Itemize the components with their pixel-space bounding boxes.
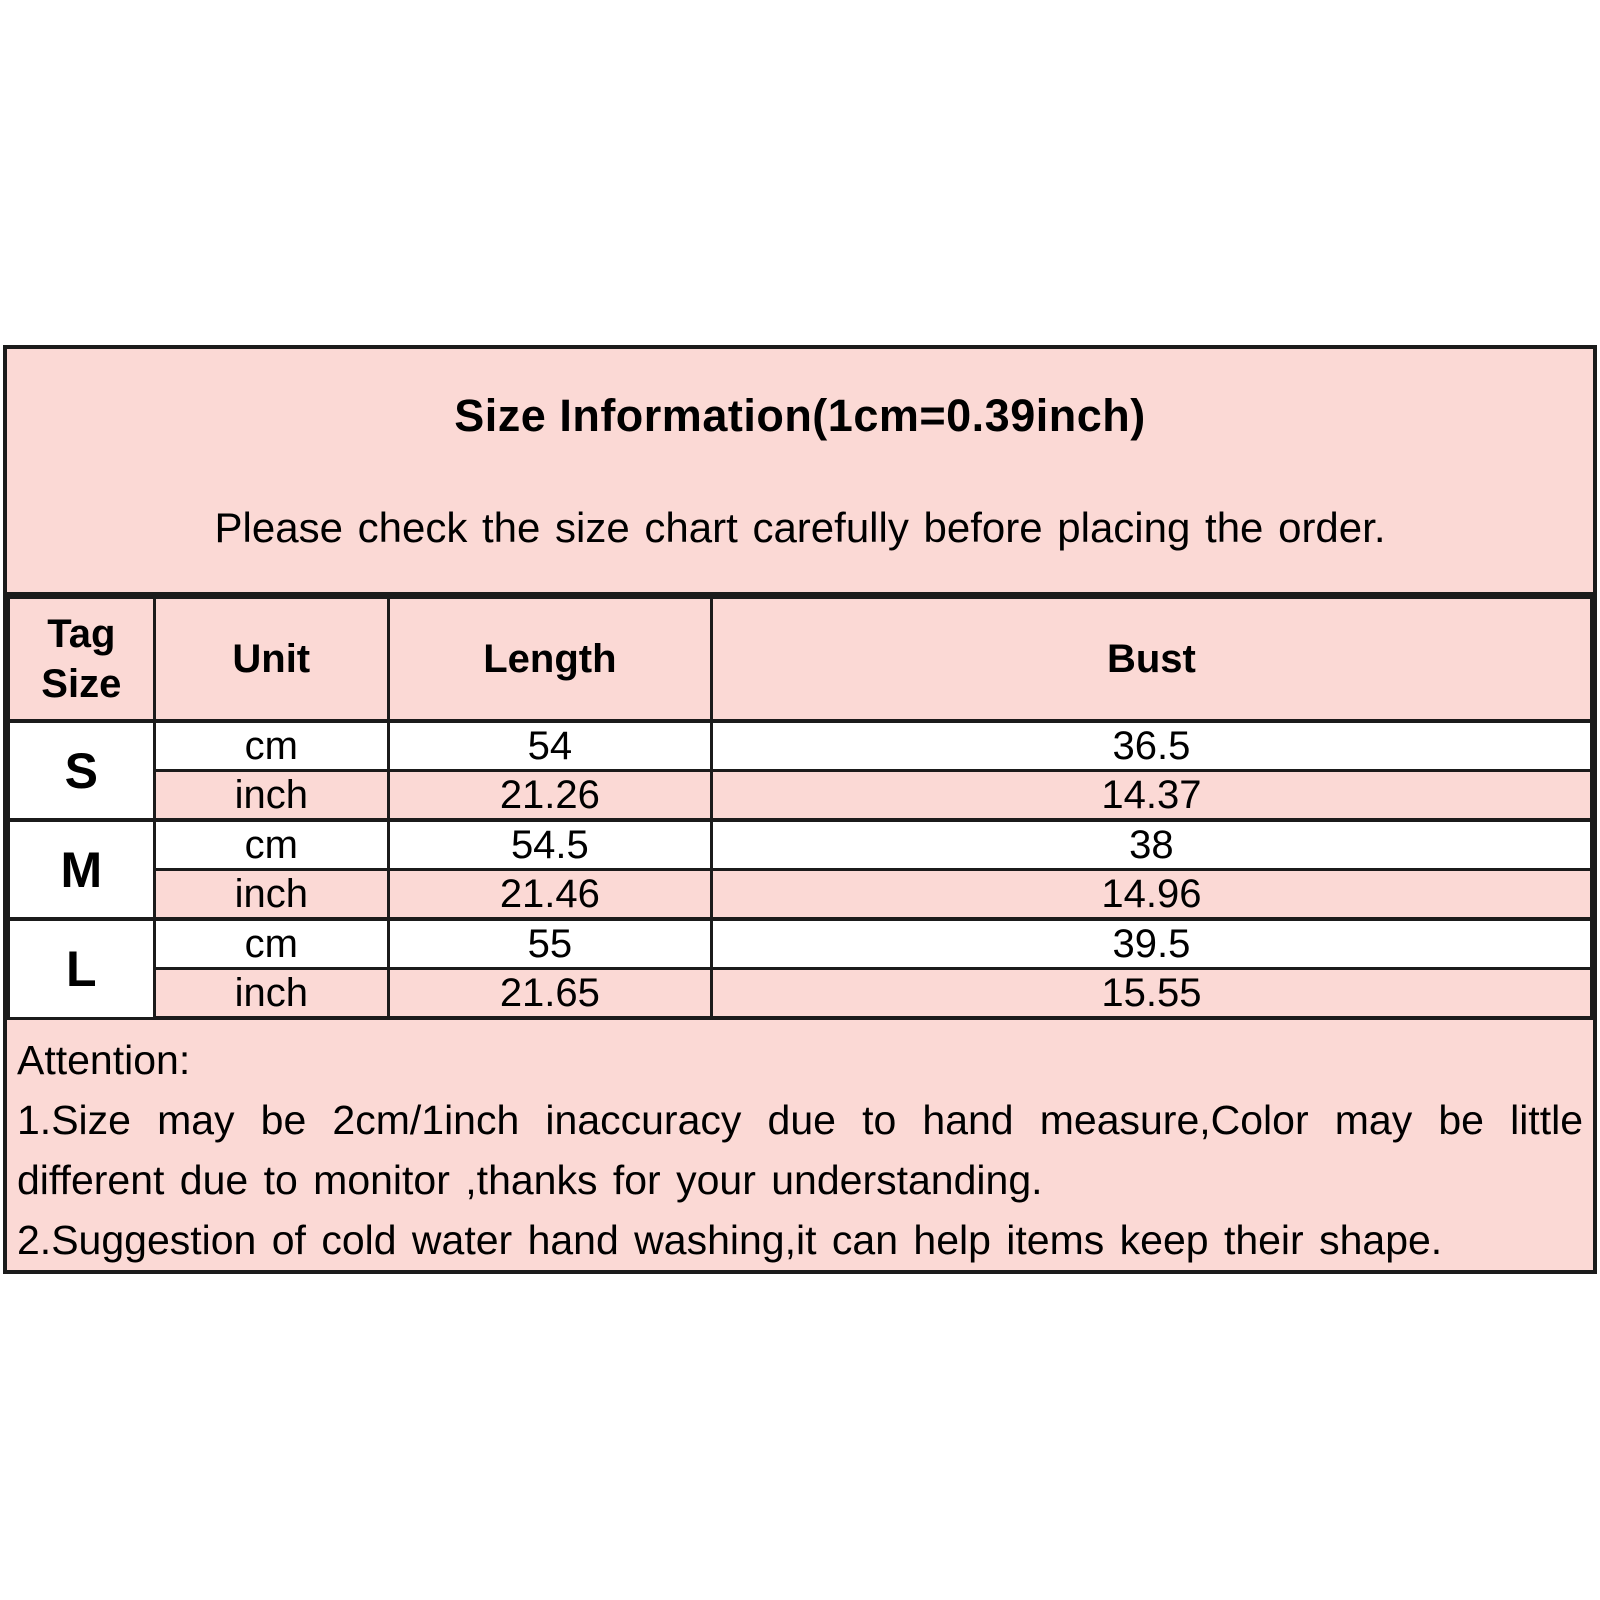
unit-cell: cm: [154, 820, 388, 870]
bust-cell: 39.5: [711, 919, 1591, 969]
subtitle: Please check the size chart carefully before placing the order.: [214, 503, 1386, 551]
col-header-bust: Bust: [711, 597, 1591, 721]
unit-cell: inch: [154, 870, 388, 920]
length-cell: 21.46: [388, 870, 711, 920]
table-row-s-cm: [9, 721, 1592, 771]
table-header-row: [9, 597, 1592, 721]
length-cell: 21.26: [388, 771, 711, 821]
length-cell: 55: [388, 919, 711, 969]
bust-cell: 15.55: [711, 969, 1591, 1019]
length-cell: 54.5: [388, 820, 711, 870]
table-row-l-cm: [9, 919, 1592, 969]
tag-size-cell-s: S: [9, 721, 155, 820]
length-cell: 54: [388, 721, 711, 771]
attention-item-1: 1.Size may be 2cm/1inch inaccuracy due to hand measure,Color may be little different due to monitor ,thanks for your understanding.: [17, 1097, 1583, 1203]
attention-section: [7, 1020, 1593, 1270]
tag-size-cell-l: L: [9, 919, 155, 1018]
unit-cell: inch: [154, 969, 388, 1019]
attention-item-2: 2.Suggestion of cold water hand washing,it can help items keep their shape.: [17, 1217, 1443, 1263]
bust-cell: 14.37: [711, 771, 1591, 821]
col-header-tag-size: Tag Size: [9, 597, 155, 721]
bust-cell: 38: [711, 820, 1591, 870]
table-row-m-cm: [9, 820, 1592, 870]
bust-cell: 36.5: [711, 721, 1591, 771]
unit-cell: cm: [154, 919, 388, 969]
table-row-l-inch: [9, 969, 1592, 1019]
col-header-unit: Unit: [154, 597, 388, 721]
attention-heading: Attention:: [17, 1037, 191, 1083]
table-row-s-inch: [9, 771, 1592, 821]
unit-cell: inch: [154, 771, 388, 821]
unit-cell: cm: [154, 721, 388, 771]
header-band: [7, 349, 1593, 595]
page-title: Size Information(1cm=0.39inch): [454, 389, 1146, 441]
table-row-m-inch: [9, 870, 1592, 920]
size-chart-sheet: [3, 345, 1597, 1274]
bust-cell: 14.96: [711, 870, 1591, 920]
tag-size-cell-m: M: [9, 820, 155, 919]
length-cell: 21.65: [388, 969, 711, 1019]
col-header-length: Length: [388, 597, 711, 721]
size-table: [7, 595, 1593, 1020]
